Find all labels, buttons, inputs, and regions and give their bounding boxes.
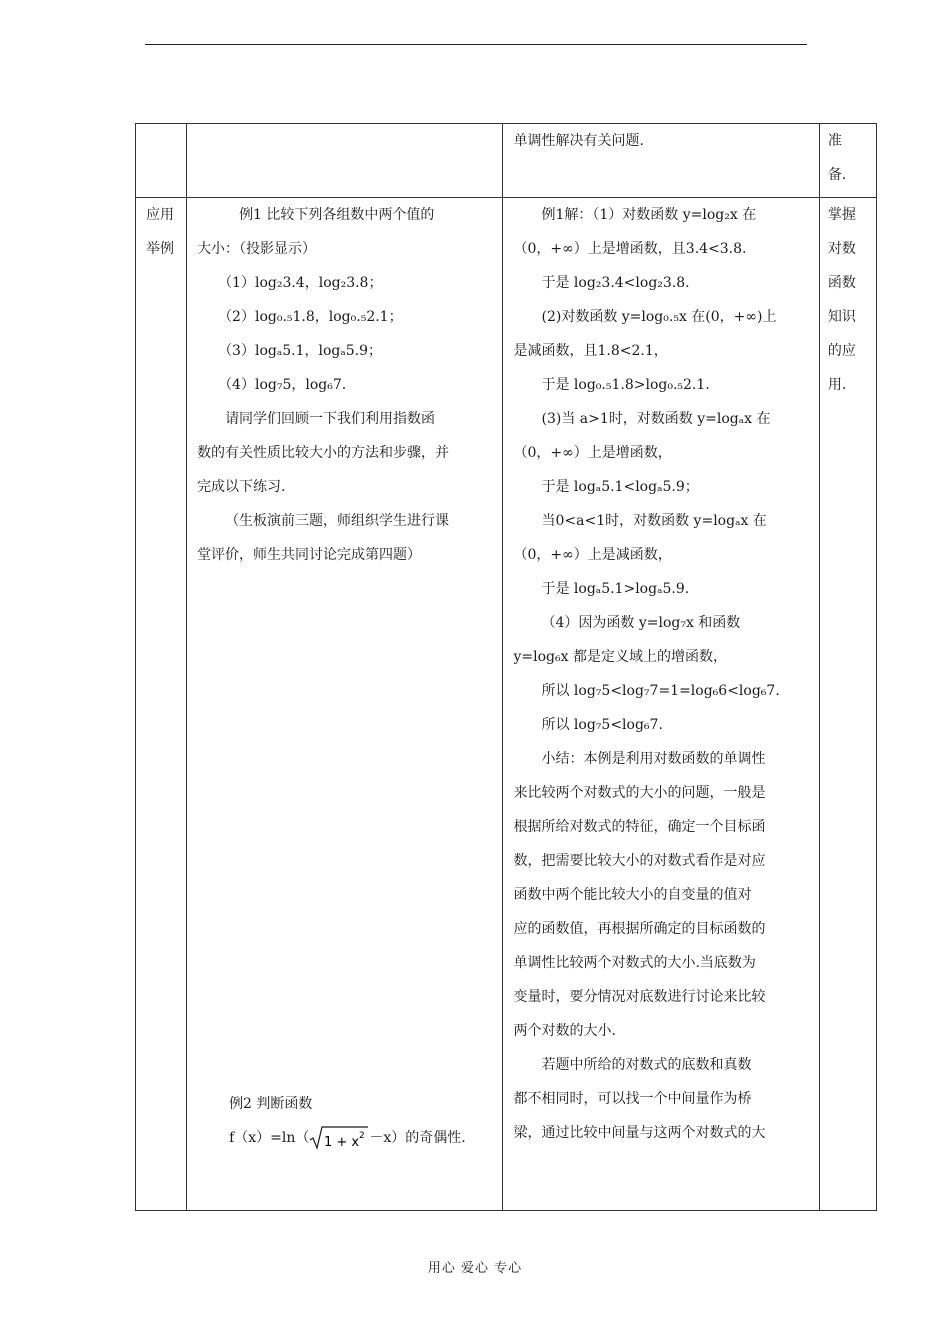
example1-item: （1）log₂3.4，log₂3.8；	[218, 275, 383, 291]
solution-line: 例1解：（1）对数函数 y=log₂x 在	[541, 207, 757, 223]
example2-formula	[229, 1121, 509, 1155]
lesson-table	[135, 123, 877, 1211]
example1-item: （2）log₀.₅1.8，log₀.₅2.1；	[218, 309, 403, 325]
summary-line: 来比较两个对数式的大小的问题，一般是	[513, 785, 766, 801]
solution-line: 于是 log₀.₅1.8>log₀.₅2.1.	[541, 377, 710, 393]
solution-line: 当0<a<1时，对数函数 y=logₐx 在	[541, 513, 767, 529]
example2-block	[229, 1087, 509, 1155]
summary-line: 数，把需要比较大小的对数式看作是对应	[513, 853, 766, 869]
summary-line: 变量时，要分情况对底数进行讨论来比较	[513, 989, 766, 1005]
summary-line: 根据所给对数式的特征，确定一个目标函	[513, 819, 766, 835]
section-label: 应用	[146, 207, 174, 223]
example2-title: 例2 判断函数	[229, 1096, 313, 1112]
goal-line: 用.	[827, 377, 847, 393]
solution-line: （0，+∞）上是增函数，	[513, 445, 672, 461]
summary-line: 都不相同时，可以找一个中间量作为桥	[513, 1091, 752, 1107]
sqrt-expression	[309, 1121, 369, 1155]
solution-line: 是减函数，且1.8<2.1，	[513, 343, 668, 359]
example1-title-cont: 大小：（投影显示）	[197, 241, 317, 257]
solution-line: （4）因为函数 y=log₇x 和函数	[541, 615, 741, 631]
goal-cell	[819, 198, 876, 1211]
exponent-text: 2	[359, 1131, 366, 1141]
formula-prefix: f（x）=ln（	[229, 1130, 310, 1146]
row1-content-text: 单调性解决有关问题.	[513, 133, 644, 149]
review-text: 完成以下练习.	[197, 479, 286, 495]
solution-line: (2)对数函数 y=log₀.₅x 在(0，+∞)上	[541, 309, 777, 325]
table-row	[136, 198, 877, 1211]
section-label: 举例	[146, 241, 174, 257]
solution-line: (3)当 a>1时，对数函数 y=logₐx 在	[541, 411, 771, 427]
solution-line: （0，+∞）上是增函数，且3.4<3.8.	[513, 241, 747, 257]
summary-line: 应的函数值，再根据所确定的目标函数的	[513, 921, 766, 937]
solution-line: 所以 log₇5<log₆7.	[541, 717, 663, 733]
review-text: 请同学们回顾一下我们利用指数函	[225, 411, 436, 427]
solution-line: 于是 log₂3.4<log₂3.8.	[541, 275, 690, 291]
formula-suffix: －x）的奇偶性.	[369, 1130, 466, 1146]
radicand-text: 1 + x	[324, 1135, 360, 1150]
summary-line: 函数中两个能比较大小的自变量的值对	[513, 887, 752, 903]
row1-goal-line: 准	[827, 133, 842, 149]
row1-section-cell	[136, 124, 187, 198]
goal-line: 函数	[827, 275, 856, 291]
goal-line: 知识	[827, 309, 856, 325]
goal-line: 掌握	[827, 207, 856, 223]
solution-line: （0，+∞）上是减函数，	[513, 547, 672, 563]
solution-line: 所以 log₇5<log₇7=1=log₆6<log₆7.	[541, 683, 780, 699]
row1-activity-cell	[187, 124, 503, 198]
teacher-activity-cell	[187, 198, 503, 1211]
section-cell	[136, 198, 187, 1211]
table-row	[136, 124, 877, 198]
solution-line: 于是 logₐ5.1>logₐ5.9.	[541, 581, 690, 597]
example1-item: （3）logₐ5.1，logₐ5.9；	[218, 343, 383, 359]
sqrt-radical-icon	[309, 1125, 369, 1151]
board-text: 堂评价，师生共同讨论完成第四题）	[197, 547, 422, 563]
solution-line: y=log₆x 都是定义域上的增函数，	[513, 649, 727, 665]
summary-line: 梁，通过比较中间量与这两个对数式的大	[513, 1125, 766, 1141]
student-activity-cell	[503, 198, 819, 1211]
goal-line: 的应	[827, 343, 856, 359]
board-text: （生板演前三题，师组织学生进行课	[225, 513, 450, 529]
row1-goal-line: 备.	[827, 167, 847, 183]
row1-goal-cell	[819, 124, 876, 198]
example1-title: 例1 比较下列各组数中两个值的	[239, 207, 435, 223]
row1-content-cell	[503, 124, 819, 198]
summary-line: 单调性比较两个对数式的大小.当底数为	[513, 955, 756, 971]
summary-line: 两个对数的大小.	[513, 1023, 616, 1039]
header-rule	[145, 44, 807, 45]
summary-line: 若题中所给的对数式的底数和真数	[541, 1057, 752, 1073]
summary-line: 小结：本例是利用对数函数的单调性	[541, 751, 766, 767]
review-text: 数的有关性质比较大小的方法和步骤，并	[197, 445, 450, 461]
example1-item: （4）log₇5，log₆7.	[218, 377, 347, 393]
solution-line: 于是 logₐ5.1<logₐ5.9；	[541, 479, 699, 495]
goal-line: 对数	[827, 241, 856, 257]
page-footer: 用心 爱心 专心	[427, 1261, 523, 1276]
